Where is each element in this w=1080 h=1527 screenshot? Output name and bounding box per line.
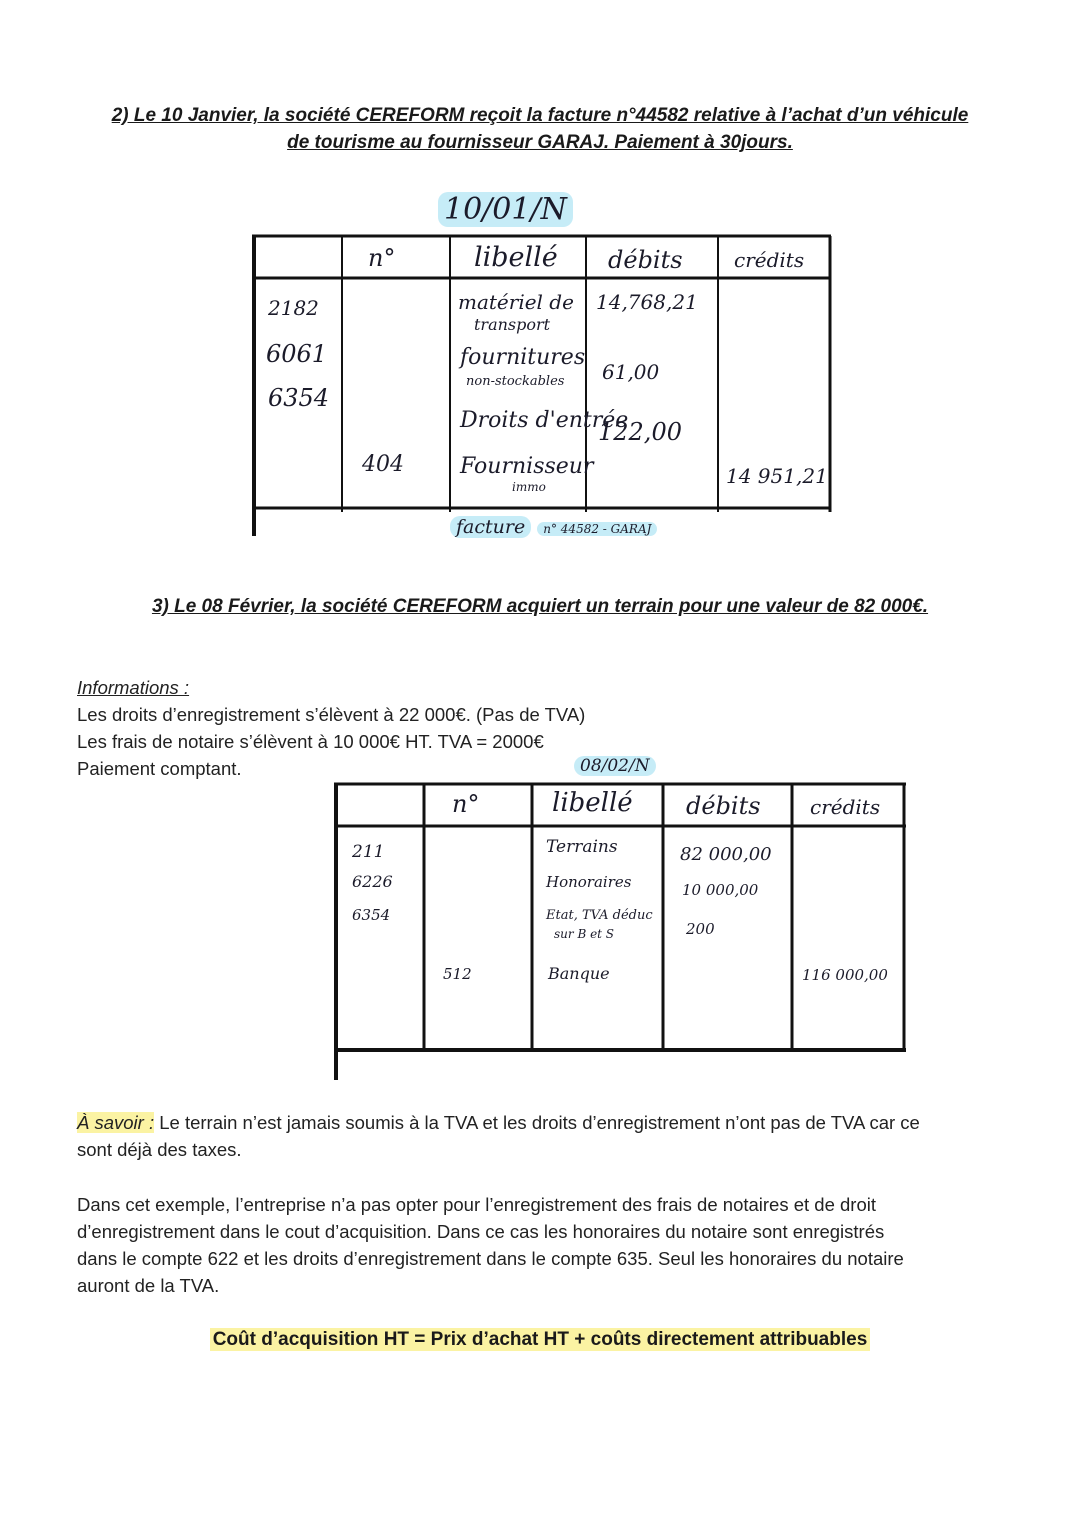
example-paragraph	[77, 1191, 1037, 1299]
a-savoir-label: À savoir :	[77, 1112, 155, 1133]
entry2-date-text: 08/02/N	[574, 756, 656, 776]
entry2-header-debits: débits	[686, 792, 761, 820]
entry1-row2-libelle2: non-stockables	[466, 374, 565, 389]
entry1-header-num: n°	[368, 244, 396, 272]
entry1-row4-num: 404	[362, 452, 404, 477]
entry2-row4-libelle: Banque	[548, 964, 610, 983]
info-title: Informations :	[77, 677, 190, 698]
entry1-row3-libelle: Droits d'entrée	[460, 408, 629, 433]
entry1-row4-libelle2: immo	[512, 480, 546, 494]
info-line: Les frais de notaire s’élèvent à 10 000€ HT. TVA = 2000€	[77, 731, 544, 752]
section3-heading: 3) Le 08 Février, la société CEREFORM acquiert un terrain pour une valeur de 82 000€.	[151, 596, 929, 617]
example-line: d’enregistrement dans le cout d’acquisition. Dans ce cas les honoraires du notaire sont enregistrés	[77, 1221, 885, 1242]
entry1-date-text: 10/01/N	[438, 192, 573, 227]
entry2-row4-num: 512	[443, 965, 472, 983]
entry1-row1-account: 2182	[268, 296, 319, 320]
entry1-header-debits: débits	[608, 246, 683, 274]
entry1-row2-account: 6061	[266, 340, 328, 368]
a-savoir-text-1: Le terrain n’est jamais soumis à la TVA et les droits d’enregistrement n’ont pas de TVA car ce	[154, 1112, 920, 1133]
entry1-footer-ref: n° 44582 - GARAJ	[537, 522, 657, 536]
entry2-row4-credit: 116 000,00	[802, 966, 888, 984]
formula	[0, 1326, 1080, 1354]
entry1-row3-account: 6354	[268, 384, 330, 412]
info-line: Paiement comptant.	[77, 758, 242, 779]
entry2-header-libelle: libellé	[552, 788, 633, 818]
section2-heading-line1: 2) Le 10 Janvier, la société CEREFORM reçoit la facture n°44582 relative à l’achat d’un véhicule	[111, 105, 969, 126]
entry2-row1-account: 211	[352, 842, 385, 862]
example-line: dans le compte 622 et les droits d’enregistrement dans le compte 635. Seul les honoraires du notaire	[77, 1248, 904, 1269]
entry1-row4-libelle: Fournisseur	[460, 454, 594, 479]
info-line: Les droits d’enregistrement s’élèvent à 22 000€. (Pas de TVA)	[77, 704, 586, 725]
entry1-row2-libelle: fournitures	[460, 345, 586, 370]
entry2-header-num: n°	[452, 790, 480, 818]
entry1-header-libelle: libellé	[474, 242, 558, 273]
entry2-row2-account: 6226	[352, 872, 393, 891]
entry2-row1-debit: 82 000,00	[680, 844, 772, 865]
entry2-header-credits: crédits	[810, 795, 881, 819]
entry2-row2-debit: 10 000,00	[682, 881, 759, 899]
example-line: Dans cet exemple, l’entreprise n’a pas opter pour l’enregistrement des frais de notaires et de droit	[77, 1194, 877, 1215]
entry1-header-credits: crédits	[734, 248, 805, 272]
entry1-row1-libelle: matériel de	[458, 290, 574, 314]
entry1-row3-debit: 122,00	[598, 418, 682, 446]
entry1-row4-credit: 14 951,21	[726, 464, 828, 488]
entry1-footer-label: facture	[450, 516, 531, 538]
entry1-row1-debit: 14,768,21	[596, 290, 698, 314]
example-line: auront de la TVA.	[77, 1275, 220, 1296]
entry2-row3-debit: 200	[686, 920, 715, 938]
entry1-row1-libelle2: transport	[474, 315, 551, 334]
entry2-row3-account: 6354	[352, 906, 391, 924]
entry2-row1-libelle: Terrains	[546, 837, 618, 857]
section2-heading-line2: de tourisme au fournisseur GARAJ. Paiement à 30jours.	[287, 132, 793, 153]
entry1-row2-debit: 61,00	[602, 360, 660, 384]
entry2-row2-libelle: Honoraires	[546, 873, 632, 891]
a-savoir-block	[77, 1109, 1017, 1163]
entry2-row3-libelle: Etat, TVA déduc	[546, 908, 653, 923]
formula-text: Coût d’acquisition HT = Prix d’achat HT + coûts directement attribuables	[210, 1328, 871, 1351]
a-savoir-text-2: sont déjà des taxes.	[77, 1139, 242, 1160]
entry2-row3-libelle2: sur B et S	[554, 927, 615, 941]
